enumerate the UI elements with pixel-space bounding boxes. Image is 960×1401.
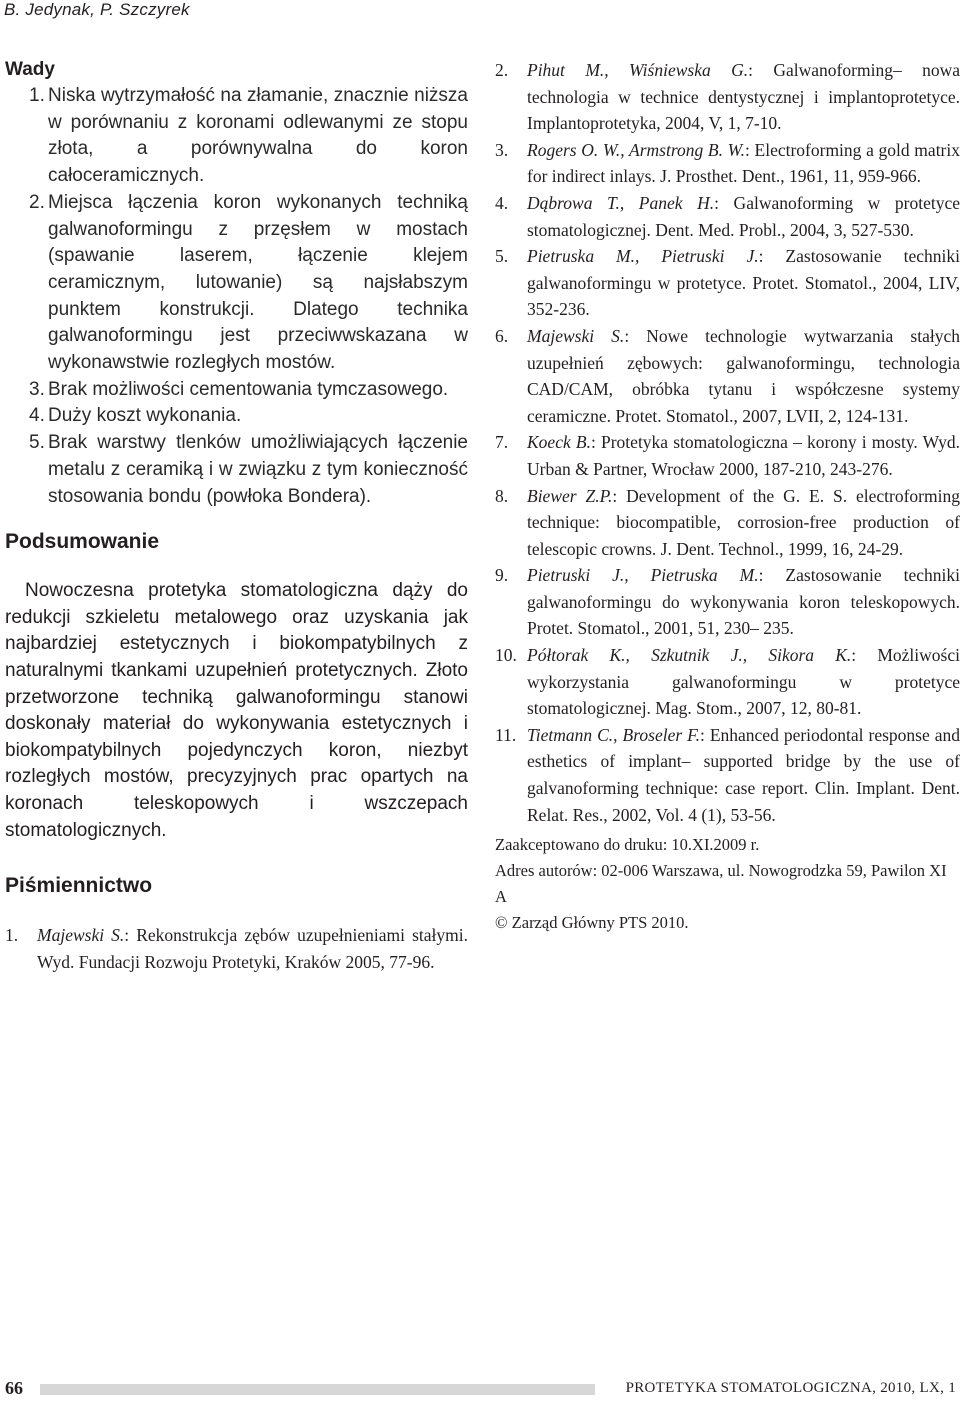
reference-number: 7. [495,432,509,453]
reference-authors: Majewski S. [527,325,625,346]
copyright: © Zarząd Główny PTS 2010. [495,913,689,933]
references-heading: Piśmiennictwo [5,874,153,898]
reference-authors: Koeck B. [527,432,591,453]
reference-text: : Nowe technologie wytwarzania stałych uzupełnień zębowych: galwanoformingu, technologia CAD/CAM, obróbka tytanu i współczesne systemy ceramiczne. Protet. Stomatol., 2007, LVII, 2, 124-131. [527,325,960,426]
reference-number: 10. [495,645,517,666]
reference-authors: Dąbrowa T., Panek H. [527,192,715,213]
author-address: Adres autorów: 02-006 Warszawa, ul. Nowogrodzka 59, Pawilon XI A [495,861,947,907]
item-text: Brak możliwości cementowania tymczasowego. [48,378,449,400]
reference-item [5,922,468,975]
reference-number: 5. [495,246,509,267]
reference-text: : Electroforming a gold matrix for indirect inlays. J. Prosthet. Dent., 1961, 11, 959-966. [527,139,960,187]
wady-list [5,83,468,510]
item-text: Brak warstwy tlenków umożliwiających łączenie metalu z ceramiką i w związku z tym konieczność stosowania bondu (powłoka Bondera). [48,432,468,507]
reference-item [495,429,960,482]
footer-rule [40,1384,595,1395]
summary-heading: Podsumowanie [5,530,160,554]
reference-authors: Półtorak K., Szkutnik J., Sikora K. [527,645,852,666]
reference-authors: Rogers O. W., Armstrong B. W. [527,139,745,160]
list-item [5,377,468,404]
item-number: 2. [29,191,45,213]
page-number: 66 [5,1378,23,1398]
reference-text: : Development of the G. E. S. electroforming technique: biocompatible, corrosion-free production of telescopic crowns. J. Dent. Technol., 1999, 16, 24-29. [527,485,960,559]
list-item [5,83,468,190]
reference-authors: Tietmann C., Broseler F. [527,724,700,745]
reference-text: : Zastosowanie techniki galwanoformingu do wykonywania koron teleskopowych. Protet. Stomatol., 2001, 51, 230– 235. [527,565,960,639]
reference-authors: Pihut M., Wiśniewska G. [527,60,749,80]
reference-text: : Zastosowanie techniki galwanoformingu w protetyce. Protet. Stomatol., 2004, LIV, 352-236. [527,246,960,320]
item-text: Duży koszt wykonania. [48,405,242,427]
reference-text: : Rekonstrukcja zębów uzupełnieniami stałymi. Wyd. Fundacji Rozwoju Protetyki, Kraków 2005, 77-96. [37,925,468,972]
references-list-right [495,57,960,828]
reference-text: : Możliwości wykorzystania galwanoformingu w protetyce stomatologicznej. Mag. Stom., 2007, 12, 80-81. [527,645,960,719]
reference-number: 4. [495,192,509,213]
running-header-authors: B. Jedynak, P. Szczyrek [4,0,190,19]
reference-text: : Enhanced periodontal response and esthetics of implant– supported bridge by the use of galvanoforming technique: case report. Clin. Implant. Dent. Relat. Res., 2002, Vol. 4 (1), 53-56. [527,724,960,825]
right-column [495,57,960,936]
reference-item [495,562,960,642]
reference-text: : Protetyka stomatologiczna – korony i mosty. Wyd. Urban & Partner, Wrocław 2000, 187-210, 243-276. [527,432,960,479]
item-number: 3. [29,378,45,400]
reference-item [495,642,960,722]
left-column [5,57,468,975]
item-number: 1. [29,85,45,106]
reference-authors: Majewski S. [37,925,125,946]
item-text: Niska wytrzymałość na złamanie, znacznie niższa w porównaniu z koronami odlewanymi ze stopu złota, a porównywalna do koron całoceramicznych. [48,85,468,187]
reference-number: 2. [495,60,509,80]
list-item [5,190,468,377]
reference-authors: Pietruski J., Pietruska M. [527,565,759,586]
wady-heading: Wady [5,59,55,80]
reference-item [495,57,960,137]
reference-number: 1. [5,925,19,946]
references-list-left [5,922,468,975]
accepted-date: Zaakceptowano do druku: 10.XI.2009 r. [495,835,760,855]
reference-item [495,483,960,563]
reference-number: 6. [495,325,509,346]
list-item [5,403,468,430]
reference-number: 9. [495,565,509,586]
reference-item [495,722,960,828]
reference-number: 11. [495,724,517,745]
reference-item [495,137,960,190]
reference-item [495,323,960,429]
reference-text: : Galwanoforming w protetyce stomatologicznej. Dent. Med. Probl., 2004, 3, 527-530. [527,192,960,240]
journal-footer: PROTETYKA STOMATOLOGICZNA, 2010, LX, 1 [625,1380,956,1396]
reference-number: 8. [495,485,509,506]
list-item [5,430,468,510]
reference-text: : Galwanoforming– nowa technologia w technice dentystycznej i implantoprotetyce. Implantoprotetyka, 2004, V, 1, 7-10. [527,60,960,134]
reference-number: 3. [495,139,509,160]
item-number: 5. [29,432,45,454]
reference-item [495,243,960,323]
reference-item [495,190,960,243]
reference-authors: Pietruska M., Pietruski J. [527,246,759,267]
item-text: Miejsca łączenia koron wykonanych techniką galwanoformingu z przęsłem w mostach (spawanie laserem, łączenie klejem ceramicznym, lutowanie) są najsłabszym punktem konstrukcji. Dlatego technika galwanoformingu jest przeciwwskazana w wykonawstwie rozległych mostów. [48,191,468,374]
reference-authors: Biewer Z.P. [527,485,613,506]
summary-paragraph: Nowoczesna protetyka stomatologiczna dąży do redukcji szkieletu metalowego oraz uzyskania jak najbardziej estetycznych i biokompatybilnych z naturalnymi tkankami uzupełnień protetycznych. Złoto przetworzone techniką galwanoformingu stanowi doskonały materiał do wykonywania estetycznych i biokompatybilnych pojedynczych koron, niezbyt rozległych mostów, precyzyjnych prac opartych na koronach teleskopowych i wszczepach stomatologicznych. [5,580,468,841]
item-number: 4. [29,405,45,427]
